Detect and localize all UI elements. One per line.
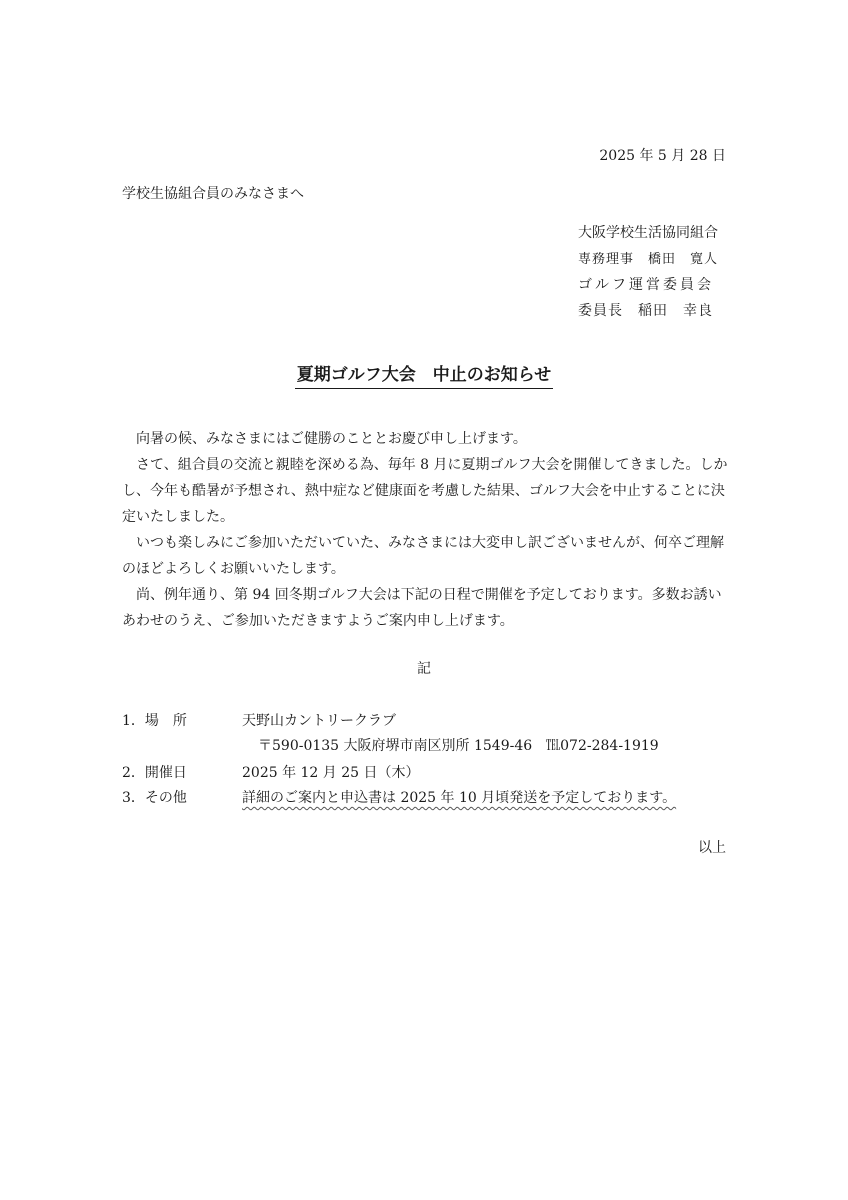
closing-mark: 以上: [698, 840, 726, 856]
detail-label-other: 3．その他: [122, 790, 187, 806]
detail-venue-address: 〒590-0135 大阪府堺市南区別所 1549-46 ℡072-284-1919: [258, 738, 659, 754]
detail-value-other: 詳細のご案内と申込書は 2025 年 10 月頃発送を予定しております。: [242, 790, 677, 806]
body-paragraph-cancellation: さて、組合員の交流と親睦を深める為、毎年 8 月に夏期ゴルフ大会を開催してきました。しかし、今年も酷暑が予想され、熱中症など健康面を考慮した結果、ゴルフ大会を中止することに決定いたしました。: [122, 457, 728, 525]
sender-committee: ゴルフ運営委員会: [578, 277, 714, 293]
recipient-line: 学校生協組合員のみなさまへ: [122, 186, 304, 202]
notice-mark: 記: [417, 661, 431, 677]
document-date: 2025 年 5 月 28 日: [599, 148, 726, 164]
document-title: [0, 360, 848, 385]
document-title-text: 夏期ゴルフ大会 中止のお知らせ: [295, 365, 554, 389]
sender-director: 専務理事 橋田 寛人: [578, 252, 719, 267]
detail-value-date: 2025 年 12 月 25 日（木）: [242, 765, 420, 781]
detail-label-venue: 1．場 所: [122, 713, 187, 729]
body-paragraph-apology: いつも楽しみにご参加いただいていた、みなさまには大変申し訳ございませんが、何卒ご理解のほどよろしくお願いいたします。: [122, 535, 724, 577]
detail-label-date: 2．開催日: [122, 765, 187, 781]
detail-value-venue: 天野山カントリークラブ: [242, 713, 396, 729]
document-body: [122, 426, 730, 634]
sender-chair: 委員長 稲田 幸良: [578, 303, 713, 319]
body-paragraph-greeting: 向暑の候、みなさまにはご健勝のこととお慶び申し上げます。: [122, 431, 527, 447]
sender-org: 大阪学校生活協同組合: [578, 225, 718, 241]
body-paragraph-winter-event: 尚、例年通り、第 94 回冬期ゴルフ大会は下記の日程で開催を予定しております。多数お誘いあわせのうえ、ご参加いただきますようご案内申し上げます。: [122, 587, 722, 629]
